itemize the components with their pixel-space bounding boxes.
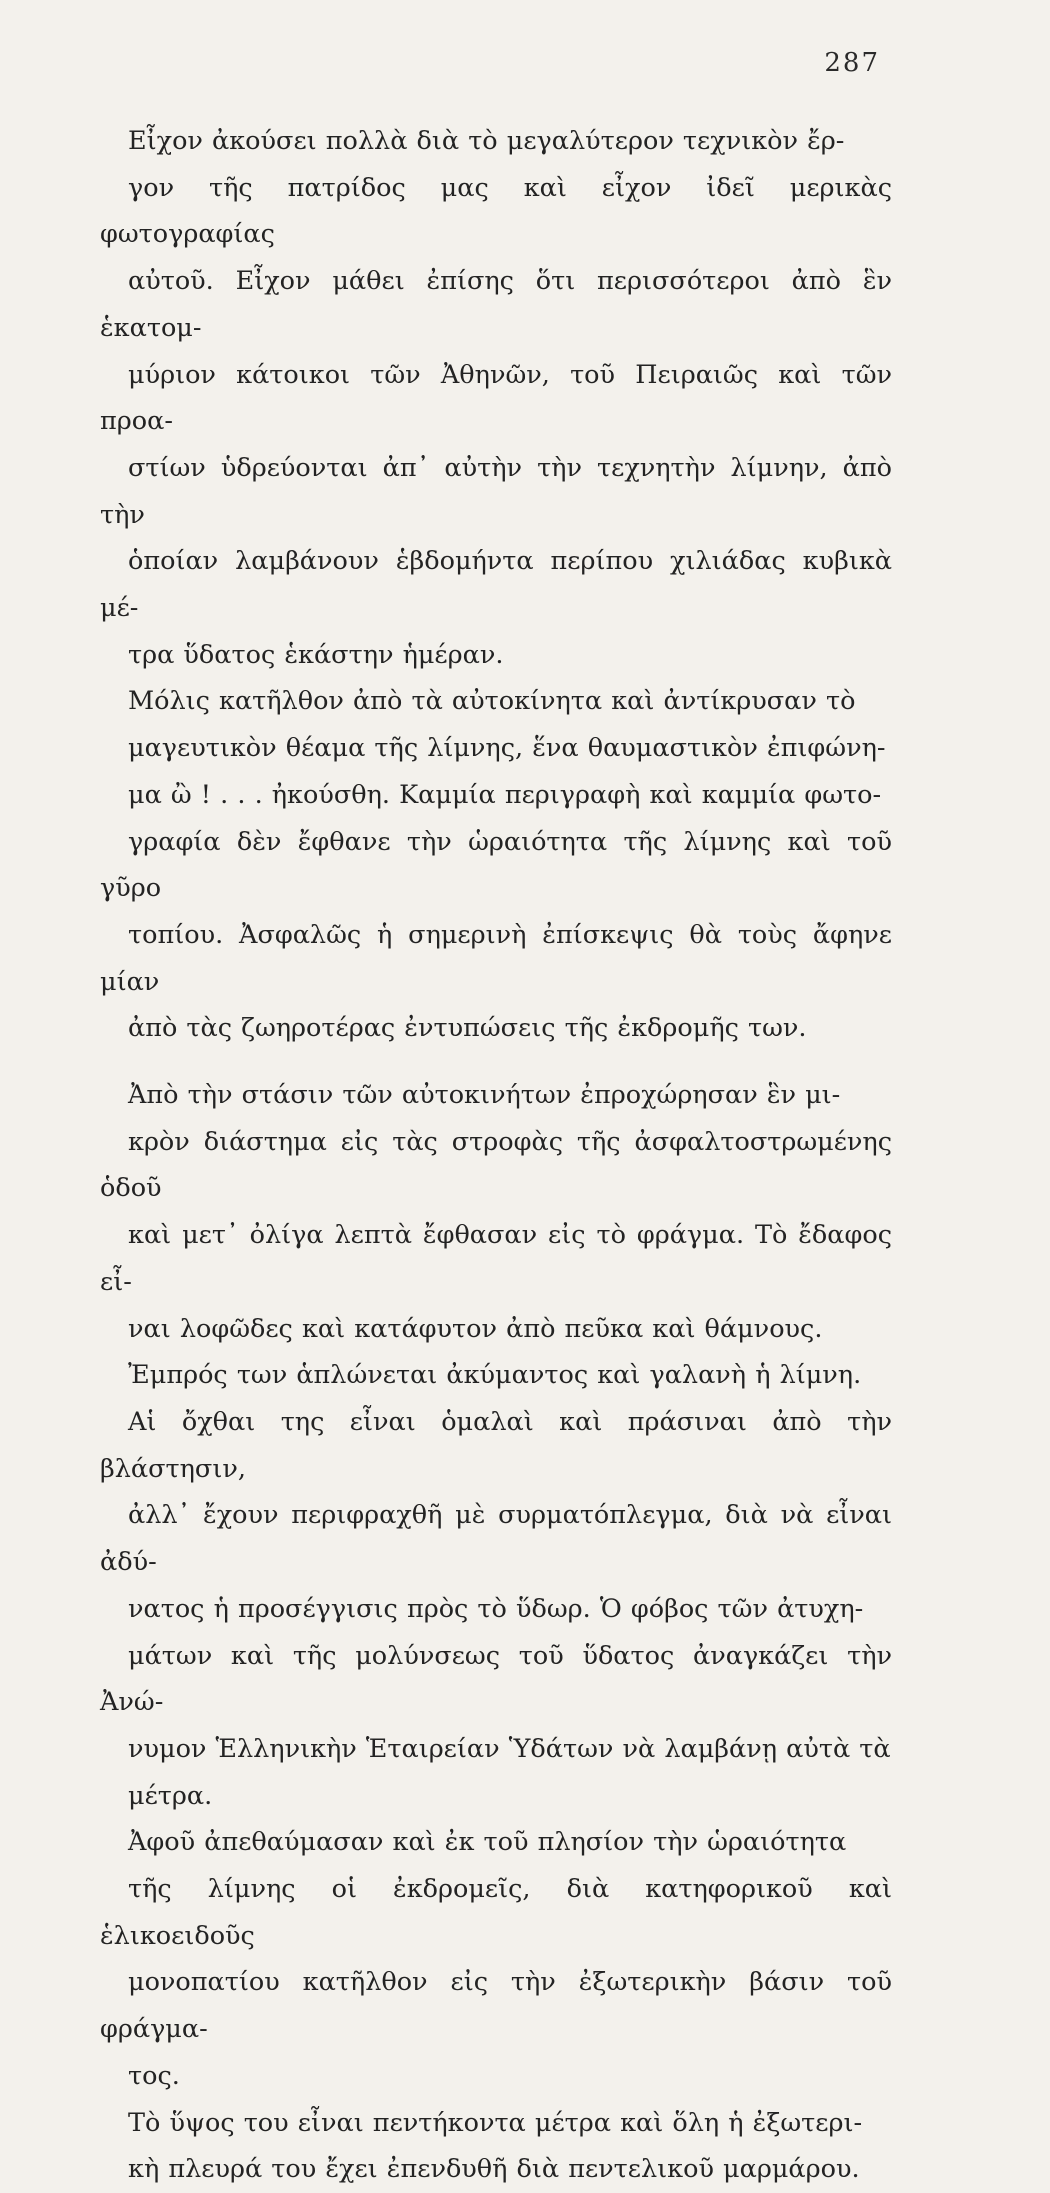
text-line: νυμον Ἑλληνικὴν Ἑταιρείαν Ὑδάτων νὰ λαμβάνῃ αὐτὰ τὰ xyxy=(128,1733,891,1764)
text-line: γραφία δὲν ἔφθανε τὴν ὡραιότητα τῆς λίμνης καὶ τοῦ γῦρο xyxy=(100,826,892,904)
text-line: τος. xyxy=(128,2060,180,2091)
text-line: νατος ἡ προσέγγισις πρὸς τὸ ὕδωρ. Ὁ φόβος τῶν ἀτυχη- xyxy=(128,1593,864,1624)
text-line: Τὸ ὕψος του εἶναι πεντήκοντα μέτρα καὶ ὅλη ἡ ἐξωτερι- xyxy=(128,2107,863,2138)
paragraph-5 xyxy=(100,1819,892,2099)
text-line: ἀλλ᾽ ἔχουν περιφραχθῆ μὲ συρματόπλεγμα, διὰ νὰ εἶναι ἀδύ- xyxy=(100,1500,892,1578)
paragraph-6 xyxy=(100,2100,892,2193)
text-line: ναι λοφῶδες καὶ κατάφυτον ἀπὸ πεῦκα καὶ θάμνους. xyxy=(128,1313,823,1344)
text-line: γον τῆς πατρίδος μας καὶ εἶχον ἰδεῖ μερικὰς φωτογραφίας xyxy=(100,172,892,250)
text-line: Ἐμπρός των ἁπλώνεται ἀκύμαντος καὶ γαλανὴ ἡ λίμνη. xyxy=(128,1360,862,1391)
text-line: μονοπατίου κατῆλθον εἰς τὴν ἐξωτερικὴν βάσιν τοῦ φράγμα- xyxy=(100,1967,892,2045)
text-line: Αἱ ὄχθαι της εἶναι ὁμαλαὶ καὶ πράσιναι ἀπὸ τὴν βλάστησιν, xyxy=(100,1406,892,1484)
text-line: καὶ μετ᾽ ὀλίγα λεπτὰ ἔφθασαν εἰς τὸ φράγμα. Τὸ ἔδαφος εἶ- xyxy=(100,1220,892,1297)
paragraph-3 xyxy=(100,1072,892,1352)
text-line: ἀπὸ τὰς ζωηροτέρας ἐντυπώσεις τῆς ἐκδρομῆς των. xyxy=(128,1013,807,1044)
text-line: τρα ὕδατος ἑκάστην ἡμέραν. xyxy=(128,639,504,670)
paragraph-1 xyxy=(100,118,892,678)
body-text xyxy=(100,118,892,2193)
text-line: μάτων καὶ τῆς μολύνσεως τοῦ ὕδατος ἀναγκάζει τὴν Ἀνώ- xyxy=(100,1640,892,1718)
text-line: Ἀπὸ τὴν στάσιν τῶν αὐτοκινήτων ἐπροχώρησαν ἓν μι- xyxy=(128,1080,841,1111)
text-line: τῆς λίμνης οἱ ἐκδρομεῖς, διὰ κατηφορικοῦ καὶ ἑλικοειδοῦς xyxy=(100,1874,892,1951)
text-line: τοπίου. Ἀσφαλῶς ἡ σημερινὴ ἐπίσκεψις θὰ τοὺς ἄφηνε μίαν xyxy=(100,919,892,997)
text-line: μύριον κάτοικοι τῶν Ἀθηνῶν, τοῦ Πειραιῶς καὶ τῶν προα- xyxy=(100,359,892,437)
text-line: Εἶχον ἀκούσει πολλὰ διὰ τὸ μεγαλύτερον τεχνικὸν ἔρ- xyxy=(128,126,845,156)
text-line: Μόλις κατῆλθον ἀπὸ τὰ αὐτοκίνητα καὶ ἀντίκρυσαν τὸ xyxy=(128,686,856,717)
text-line: μαγευτικὸν θέαμα τῆς λίμνης, ἕνα θαυμαστικὸν ἐπιφώνη- xyxy=(128,733,886,764)
text-line: μέτρα. xyxy=(128,1780,213,1811)
text-line: κρὸν διάστημα εἰς τὰς στροφὰς τῆς ἀσφαλτοστρωμένης ὁδοῦ xyxy=(100,1126,892,1204)
page-number: 287 xyxy=(824,48,880,78)
text-line: στίων ὑδρεύονται ἀπ᾽ αὐτὴν τὴν τεχνητὴν λίμνην, ἀπὸ τὴν xyxy=(100,452,892,530)
text-line: Ἀφοῦ ἀπεθαύμασαν καὶ ἐκ τοῦ πλησίον τὴν ὡραιότητα xyxy=(128,1827,847,1858)
text-line: κὴ πλευρά του ἔχει ἐπενδυθῆ διὰ πεντελικοῦ μαρμάρου. xyxy=(128,2154,860,2185)
text-line: αὐτοῦ. Εἶχον μάθει ἐπίσης ὅτι περισσότεροι ἀπὸ ἓν ἑκατομ- xyxy=(100,266,892,343)
text-line: ὁποίαν λαμβάνουν ἑβδομήντα περίπου χιλιάδας κυβικὰ μέ- xyxy=(100,546,892,624)
paragraph-2 xyxy=(100,678,892,1052)
paragraph-4 xyxy=(100,1352,892,1819)
text-line: μα ὢ ! . . . ἠκούσθη. Καμμία περιγραφὴ καὶ καμμία φωτο- xyxy=(128,779,882,810)
